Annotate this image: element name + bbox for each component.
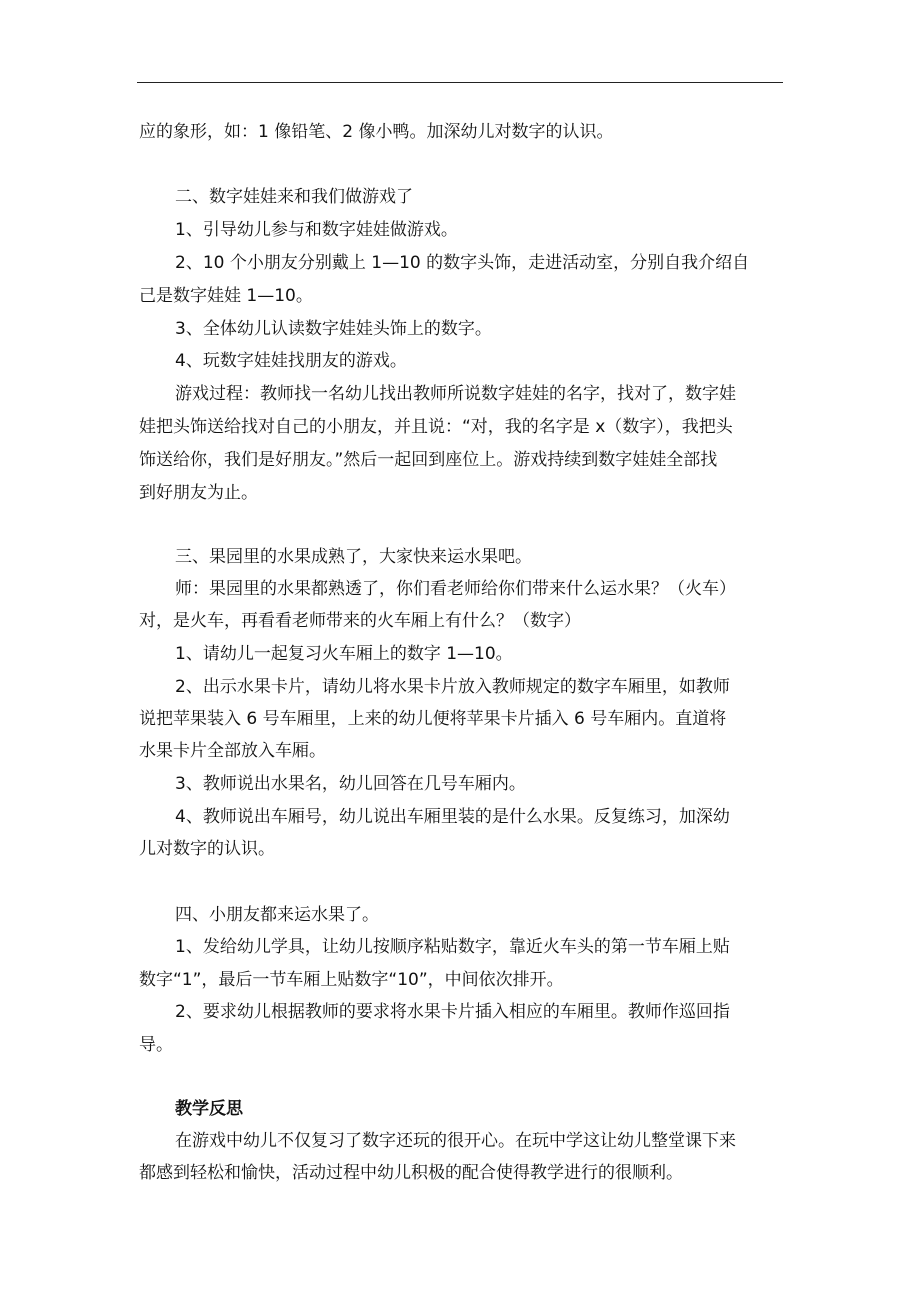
paragraph-line: 四、小朋友都来运水果了。 bbox=[175, 905, 379, 925]
paragraph-line: 2、10 个小朋友分别戴上 1—10 的数字头饰，走进活动室，分别自我介绍自 bbox=[175, 253, 750, 273]
paragraph-line: 说把苹果装入 6 号车厢里，上来的幼儿便将苹果卡片插入 6 号车厢内。直道将 bbox=[139, 709, 727, 729]
paragraph-line: 导。 bbox=[139, 1035, 173, 1055]
paragraph-line: 师：果园里的水果都熟透了，你们看老师给你们带来什么运水果？（火车） bbox=[175, 579, 736, 599]
paragraph-line: 数字“1”，最后一节车厢上贴数字“10”，中间依次排开。 bbox=[139, 970, 564, 990]
paragraph-line: 3、教师说出水果名，幼儿回答在几号车厢内。 bbox=[175, 774, 526, 794]
paragraph-line: 三、果园里的水果成熟了，大家快来运水果吧。 bbox=[175, 547, 532, 567]
paragraph-line: 到好朋友为止。 bbox=[139, 483, 258, 503]
paragraph-line: 3、全体幼儿认读数字娃娃头饰上的数字。 bbox=[175, 319, 492, 339]
paragraph-line: 1、引导幼儿参与和数字娃娃做游戏。 bbox=[175, 220, 458, 240]
paragraph-line: 在游戏中幼儿不仅复习了数字还玩的很开心。在玩中学这让幼儿整堂课下来 bbox=[175, 1131, 736, 1151]
paragraph-line: 水果卡片全部放入车厢。 bbox=[139, 741, 326, 761]
paragraph-line: 2、出示水果卡片，请幼儿将水果卡片放入教师规定的数字车厢里，如教师 bbox=[175, 677, 730, 697]
paragraph-line: 己是数字娃娃 1—10。 bbox=[139, 286, 313, 306]
section-heading: 教学反思 bbox=[175, 1099, 243, 1119]
paragraph-line: 都感到轻松和愉快，活动过程中幼儿积极的配合使得教学进行的很顺利。 bbox=[139, 1163, 683, 1183]
paragraph-line: 饰送给你，我们是好朋友。”然后一起回到座位上。游戏持续到数字娃娃全部找 bbox=[139, 450, 718, 470]
paragraph-line: 1、发给幼儿学具，让幼儿按顺序粘贴数字，靠近火车头的第一节车厢上贴 bbox=[175, 937, 730, 957]
paragraph-line: 1、请幼儿一起复习火车厢上的数字 1—10。 bbox=[175, 644, 513, 664]
paragraph-line: 2、要求幼儿根据教师的要求将水果卡片插入相应的车厢里。教师作巡回指 bbox=[175, 1002, 730, 1022]
paragraph-line: 游戏过程：教师找一名幼儿找出教师所说数字娃娃的名字，找对了，数字娃 bbox=[175, 384, 736, 404]
paragraph-line: 4、教师说出车厢号，幼儿说出车厢里装的是什么水果。反复练习，加深幼 bbox=[175, 807, 730, 827]
paragraph-line: 4、玩数字娃娃找朋友的游戏。 bbox=[175, 351, 407, 371]
paragraph-line: 娃把头饰送给找对自己的小朋友，并且说：“对，我的名字是 x（数字），我把头 bbox=[139, 417, 733, 437]
header-rule bbox=[137, 82, 783, 83]
paragraph-line: 对，是火车，再看看老师带来的火车厢上有什么？（数字） bbox=[139, 611, 581, 631]
paragraph-line: 儿对数字的认识。 bbox=[139, 839, 275, 859]
paragraph-line: 应的象形，如：1 像铅笔、2 像小鸭。加深幼儿对数字的认识。 bbox=[139, 122, 614, 142]
paragraph-line: 二、数字娃娃来和我们做游戏了 bbox=[175, 187, 413, 207]
